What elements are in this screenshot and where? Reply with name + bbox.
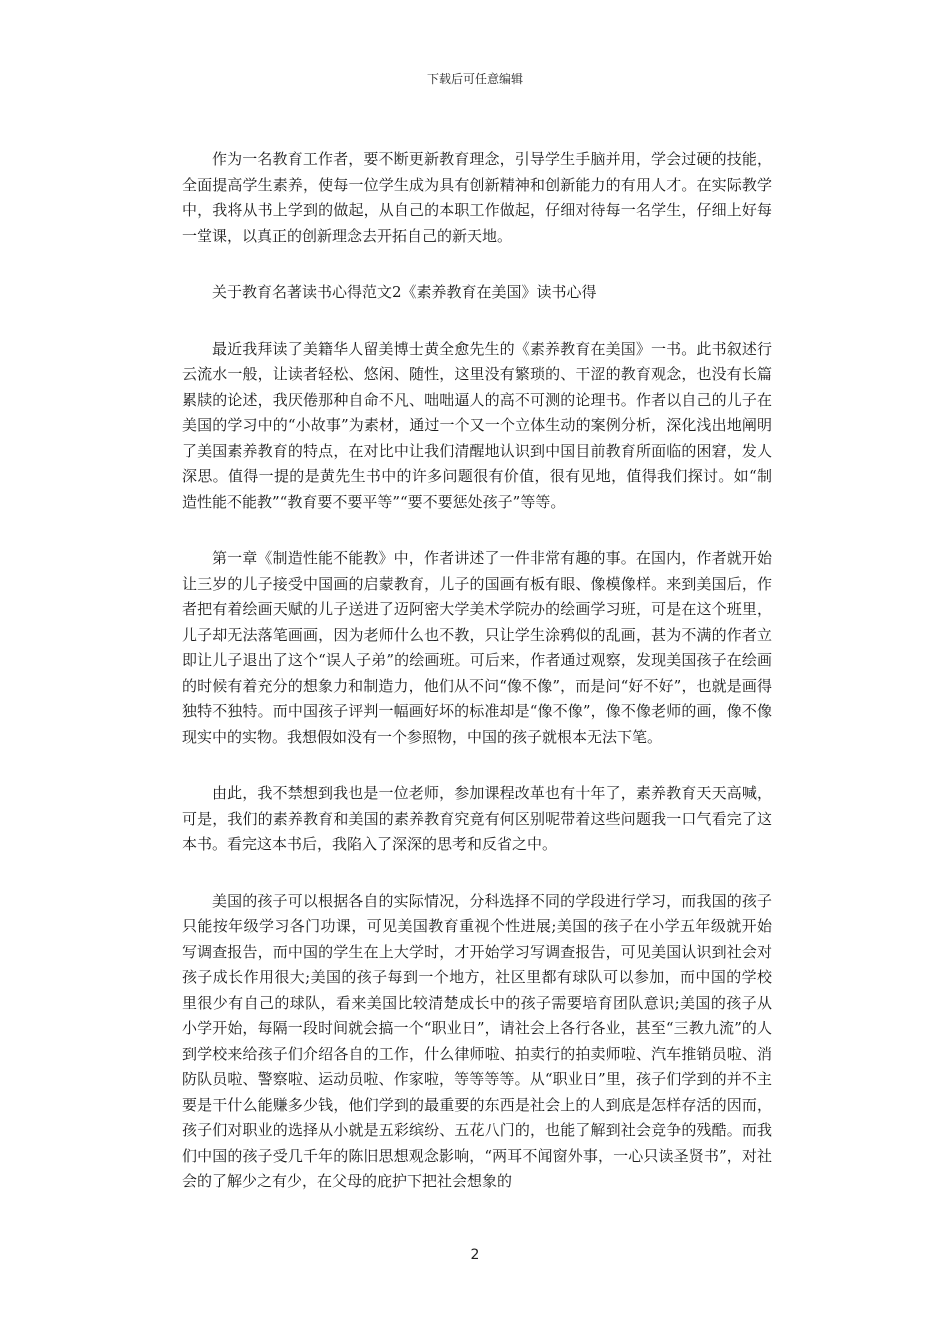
document-body xyxy=(182,147,772,1226)
paragraph-4: 由此，我不禁想到我也是一位老师，参加课程改革也有十年了，素养教育天天高喊，可是，我们的素养教育和美国的素养教育究竟有何区别呢带着这些问题我一口气看完了这本书。看完这本书后，我陷入了深深的思考和反省之中。 xyxy=(182,784,772,853)
section-heading: 关于教育名著读书心得范文2《素养教育在美国》读书心得 xyxy=(212,283,597,301)
paragraph-3: 第一章《制造性能不能教》中，作者讲述了一件非常有趣的事。在国内，作者就开始让三岁的儿子接受中国画的启蒙教育，儿子的国画有板有眼、像模像样。来到美国后，作者把有着绘画天赋的儿子送进了迈阿密大学美术学院办的绘画学习班，可是在这个班里，儿子却无法落笔画画，因为老师什么也不教，只让学生涂鸦似的乱画，甚为不满的作者立即让儿子退出了这个“误人子弟”的绘画班。可后来，作者通过观察，发现美国孩子在绘画的时候有着充分的想象力和制造力，他们从不问“像不像”，而是问“好不好”，也就是画得独特不独特。而中国孩子评判一幅画好坏的标准却是“像不像”，像不像老师的画，像不像现实中的实物。我想假如没有一个参照物，中国的孩子就根本无法下笔。 xyxy=(182,549,772,746)
paragraph-1: 作为一名教育工作者，要不断更新教育理念，引导学生手脑并用，学会过硬的技能，全面提高学生素养，使每一位学生成为具有创新精神和创新能力的有用人才。在实际教学中，我将从书上学到的做起，从自己的本职工作做起，仔细对待每一名学生，仔细上好每一堂课，以真正的创新理念去开拓自己的新天地。 xyxy=(182,150,772,245)
paragraph-2: 最近我拜读了美籍华人留美博士黄全愈先生的《素养教育在美国》一书。此书叙述行云流水一般，让读者轻松、悠闲、随性，这里没有繁琐的、干涩的教育观念，也没有长篇累牍的论述，我厌倦那种自命不凡、咄咄逼人的高不可测的论理书。作者以自己的儿子在美国的学习中的“小故事”为素材，通过一个又一个立体生动的案例分析，深化浅出地阐明了美国素养教育的特点，在对比中让我们清醒地认识到中国目前教育所面临的困窘，发人深思。值得一提的是黄先生书中的许多问题很有价值，很有见地，值得我们探讨。如“制造性能不能教”“教育要不要平等”“要不要惩处孩子”等等。 xyxy=(182,339,772,511)
paragraph-5: 美国的孩子可以根据各自的实际情况，分科选择不同的学段进行学习，而我国的孩子只能按年级学习各门功课，可见美国教育重视个性进展;美国的孩子在小学五年级就开始写调查报告，而中国的学生在上大学时，才开始学习写调查报告，可见美国认识到社会对孩子成长作用很大;美国的孩子每到一个地方，社区里都有球队可以参加，而中国的学校里很少有自己的球队，看来美国比较清楚成长中的孩子需要培育团队意识;美国的孩子从小学开始，每隔一段时间就会搞一个“职业日”，请社会上各行各业，甚至“三教九流”的人到学校来给孩子们介绍各自的工作，什么律师啦、拍卖行的拍卖师啦、汽车推销员啦、消防队员啦、警察啦、运动员啦、作家啦，等等等等。从“职业日”里，孩子们学到的并不主要是干什么能赚多少钱，他们学到的最重要的东西是社会上的人到底是怎样存活的因而，孩子们对职业的选择从小就是五彩缤纷、五花八门的，也能了解到社会竞争的残酷。而我们中国的孩子受几千年的陈旧思想观念影响，“两耳不闻窗外事，一心只读圣贤书”，对社会的了解少之有少，在父母的庇护下把社会想象的 xyxy=(182,891,772,1190)
page-header: 下载后可任意编辑 xyxy=(426,72,523,86)
page-number: 2 xyxy=(470,1247,480,1263)
